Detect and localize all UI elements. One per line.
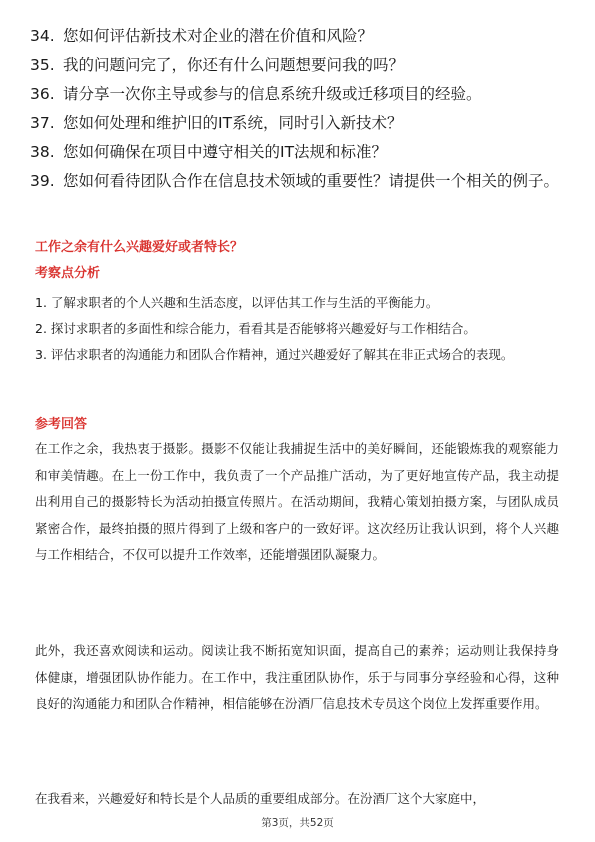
question-item [30,111,570,136]
question-text: 您如何确保在项目中遵守相关的IT法规和标准？ [63,143,388,161]
answer-paragraph: 在工作之余，我热衷于摄影。摄影不仅能让我捕捉生活中的美好瞬间，还能锻炼我的观察能力和审美情趣。在上一份工作中，我负责了一个产品推广活动，为了更好地宣传产品，我主动提出利用自己的摄影特长为活动拍摄宣传照片。在活动期间，我精心策划拍摄方案，与团队成员紧密合作，最终拍摄的照片得到了上级和客户的一致好评。这次经历让我认识到，将个人兴趣与工作相结合，不仅可以提升工作效率，还能增强团队凝聚力。 [35,441,559,562]
question-number: 39. [30,172,55,190]
question-item [30,169,570,194]
question-item [30,24,570,49]
analysis-item: 1. 了解求职者的个人兴趣和生活态度，以评估其工作与生活的平衡能力。 [35,295,439,310]
question-item [30,82,570,107]
question-number: 37. [30,114,55,132]
question-text: 您如何处理和维护旧的IT系统，同时引入新技术？ [63,114,403,132]
question-number: 35. [30,56,55,74]
question-item [30,140,570,165]
question-number: 38. [30,143,55,161]
question-item [30,53,570,78]
answer-paragraph: 此外，我还喜欢阅读和运动。阅读让我不断拓宽知识面，提高自己的素养；运动则让我保持身体健康，增强团队协作能力。在工作中，我注重团队协作，乐于与同事分享经验和心得，这种良好的沟通能力和团队合作精神，相信能够在汾酒厂信息技术专员这个岗位上发挥重要作用。 [35,643,559,711]
analysis-heading: 考察点分析 [35,266,101,281]
analysis-item: 3. 评估求职者的沟通能力和团队合作精神，通过兴趣爱好了解其在非正式场合的表现。 [35,347,514,362]
answer-paragraph: 在我看来，兴趣爱好和特长是个人品质的重要组成部分。在汾酒厂这个大家庭中， [35,791,486,806]
section-heading: 工作之余有什么兴趣爱好或者特长？ [35,240,244,255]
question-text: 您如何看待团队合作在信息技术领域的重要性？请提供一个相关的例子。 [63,172,560,190]
page-number: 第3页，共52页 [261,817,334,829]
question-number: 34. [30,27,55,45]
analysis-item: 2. 探讨求职者的多面性和综合能力，看看其是否能够将兴趣爱好与工作相结合。 [35,321,476,336]
question-text: 我的问题问完了，你还有什么问题想要问我的吗？ [63,56,405,74]
analysis-list [35,290,560,368]
answer-heading: 参考回答 [35,417,88,432]
question-text: 请分享一次你主导或参与的信息系统升级或迁移项目的经验。 [63,85,482,103]
question-list [30,24,570,198]
question-text: 您如何评估新技术对企业的潜在价值和风险？ [63,27,374,45]
question-number: 36. [30,85,55,103]
